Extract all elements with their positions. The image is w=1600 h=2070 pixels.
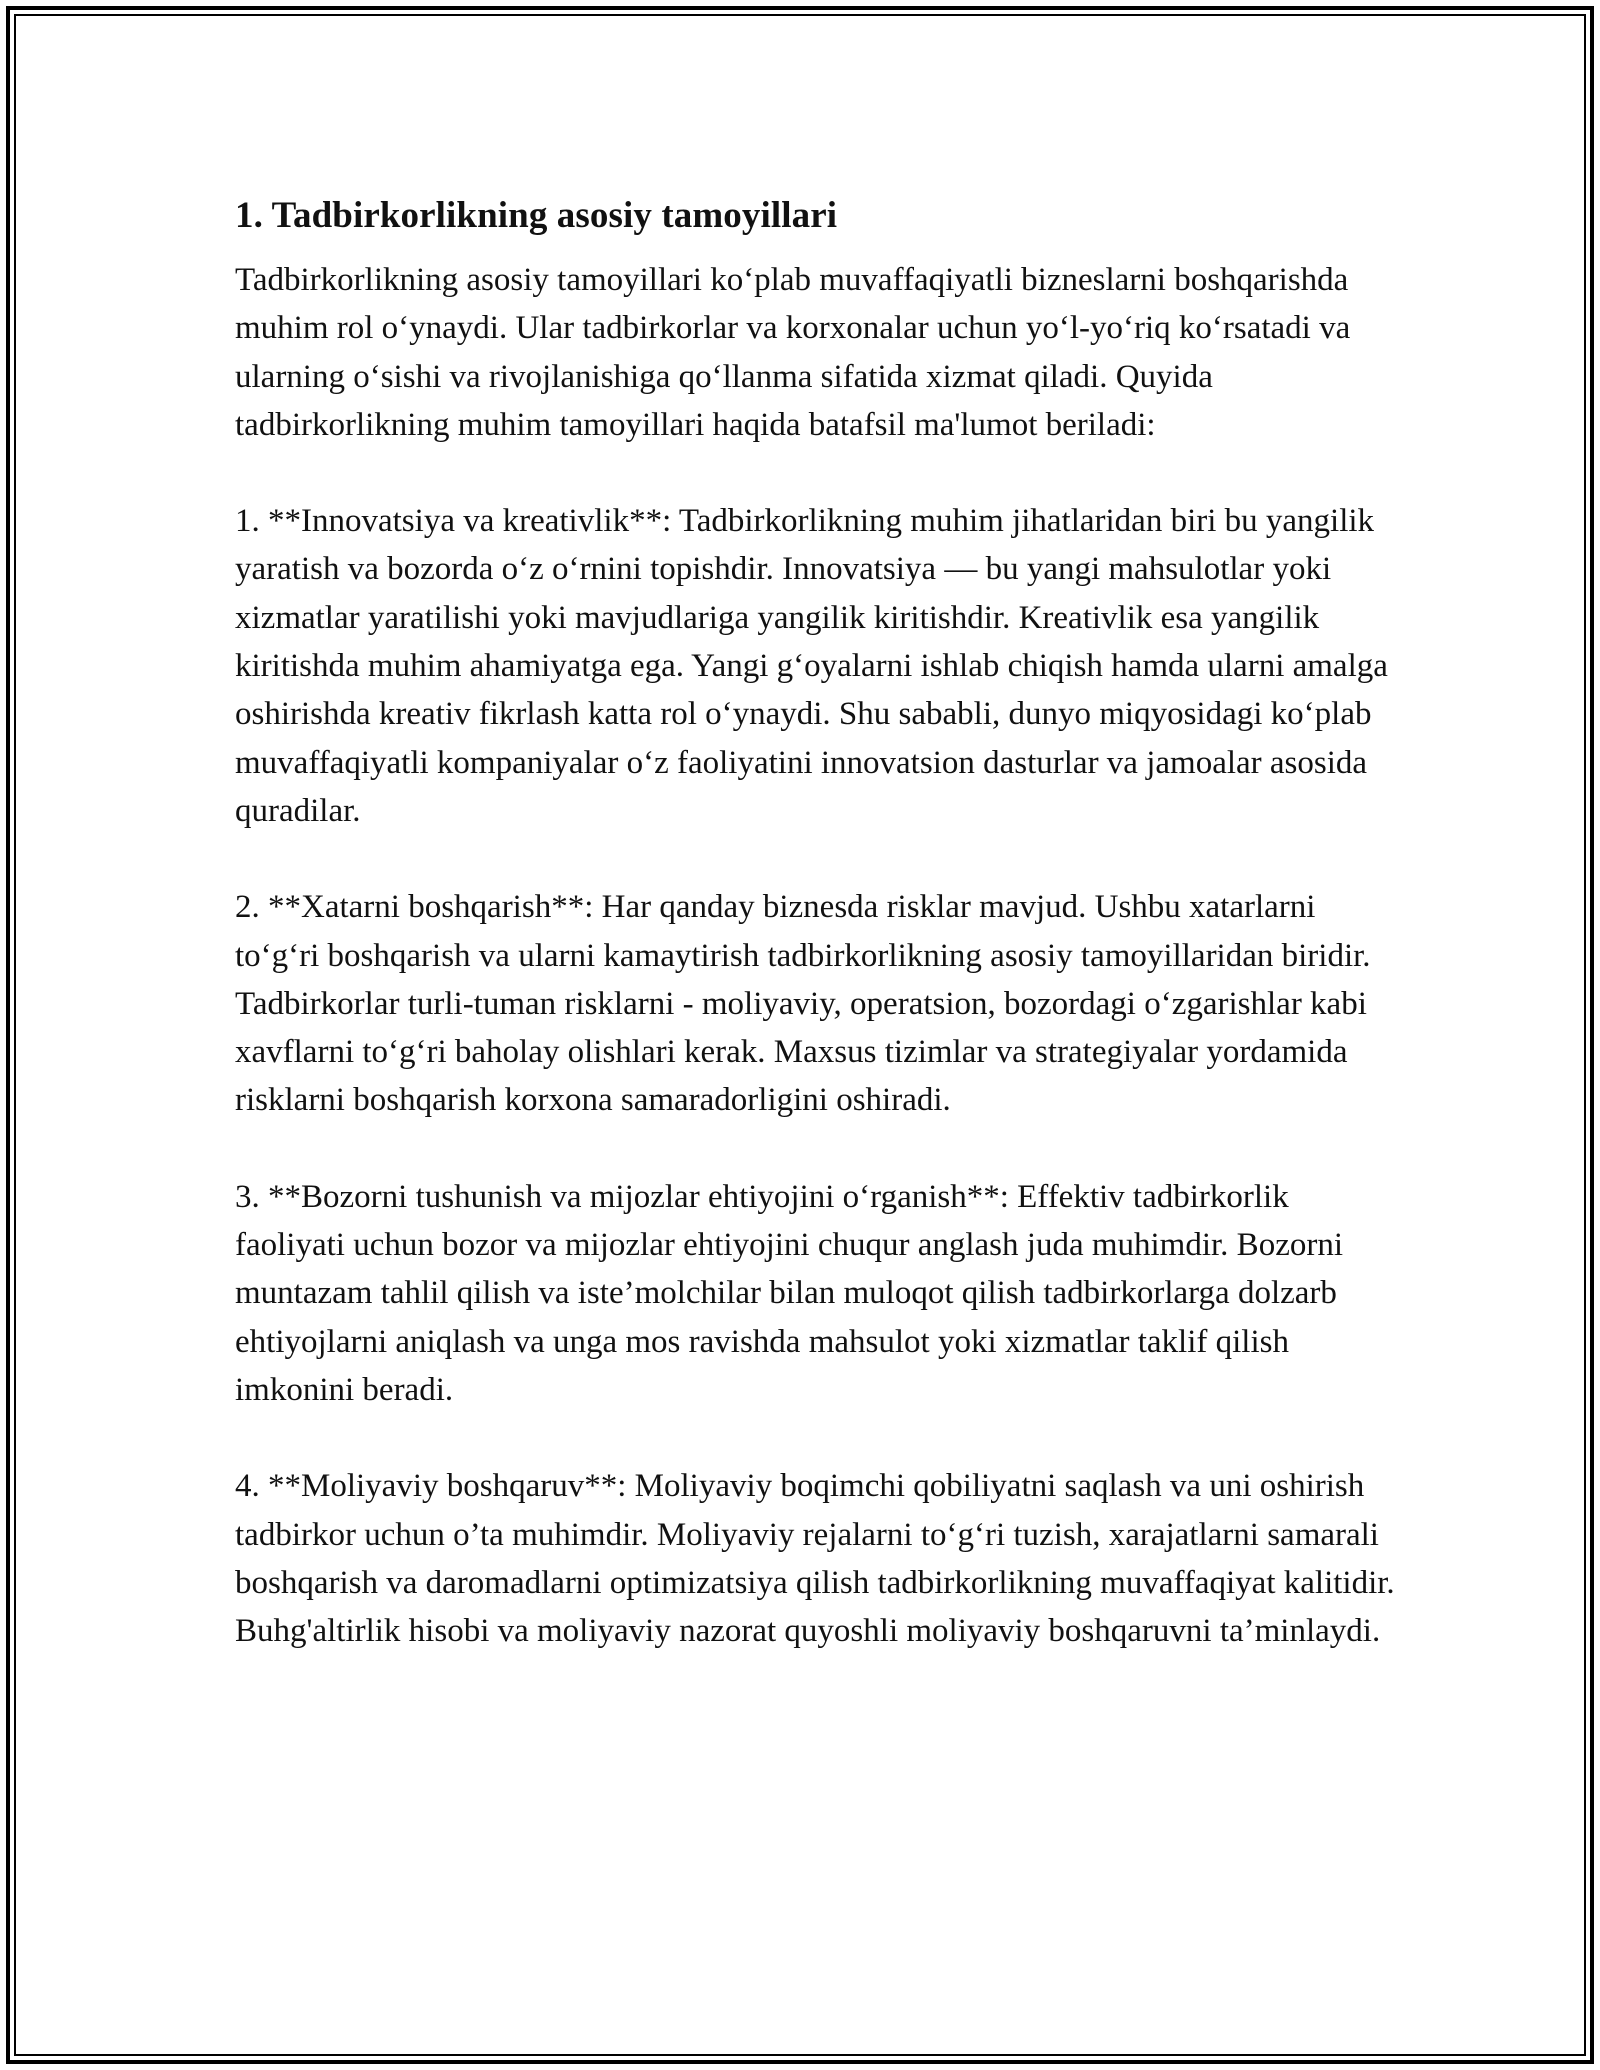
intro-paragraph: Tadbirkorlikning asosiy tamoyillari ko‘plab muvaffaqiyatli bizneslarni boshqarishda muhim rol o‘ynaydi. Ular tadbirkorlar va korxonalar uchun yo‘l-yo‘riq ko‘rsatadi va ularning o‘sishi va rivojlanishiga qo‘llanma sifatida xizmat qiladi. Quyida tadbirkorlikning muhim tamoyillari haqida batafsil ma'lumot beriladi: [235,262,1351,443]
document-body [235,188,1395,1703]
principle-market-paragraph: 3. **Bozorni tushunish va mijozlar ehtiyojini o‘rganish**: Effektiv tadbirkorlik faoliyati uchun bozor va mijozlar ehtiyojini chuqur anglash juda muhimdir. Bozorni muntazam tahlil qilish va iste’molchilar bilan muloqot qilish tadbirkorlarga dolzarb ehtiyojlarni aniqlash va unga mos ravishda mahsulot yoki xizmatlar taklif qilish imkonini beradi. [235,1178,1343,1408]
principle-finance-paragraph: 4. **Moliyaviy boshqaruv**: Moliyaviy boqimchi qobiliyatni saqlash va uni oshirish tadbirkor uchun o’ta muhimdir. Moliyaviy rejalarni to‘g‘ri tuzish, xarajatlarni samarali boshqarish va daromadlarni optimizatsiya qilish tadbirkorlikning muvaffaqiyat kalitidir. Buhg'altirlik hisobi va moliyaviy nazorat quyoshli moliyaviy boshqaruvni ta’minlaydi. [235,1468,1395,1650]
section-heading: 1. Tadbirkorlikning asosiy tamoyillari [235,195,838,236]
principle-risk-paragraph: 2. **Xatarni boshqarish**: Har qanday biznesda risklar mavjud. Ushbu xatarlarni to‘g‘ri boshqarish va ularni kamaytirish tadbirkorlikning asosiy tamoyillaridan biridir. Tadbirkorlar turli-tuman risklarni - moliyaviy, operatsion, bozordagi o‘zgarishlar kabi xavflarni to‘g‘ri baholay olishlari kerak. Maxsus tizimlar va strategiyalar yordamida risklarni boshqarish korxona samaradorligini oshiradi. [235,889,1371,1119]
principle-innovation-paragraph: 1. **Innovatsiya va kreativlik**: Tadbirkorlikning muhim jihatlaridan biri bu yangilik yaratish va bozorda o‘z o‘rnini topishdir. Innovatsiya — bu yangi mahsulotlar yoki xizmatlar yaratilishi yoki mavjudlariga yangilik kiritishdir. Kreativlik esa yangilik kiritishda muhim ahamiyatga ega. Yangi g‘oyalarni ishlab chiqish hamda ularni amalga oshirishda kreativ fikrlash katta rol o‘ynaydi. Shu sababli, dunyo miqyosidagi ko‘plab muvaffaqiyatli kompaniyalar o‘z faoliyatini innovatsion dasturlar va jamoalar asosida quradilar. [235,503,1388,829]
